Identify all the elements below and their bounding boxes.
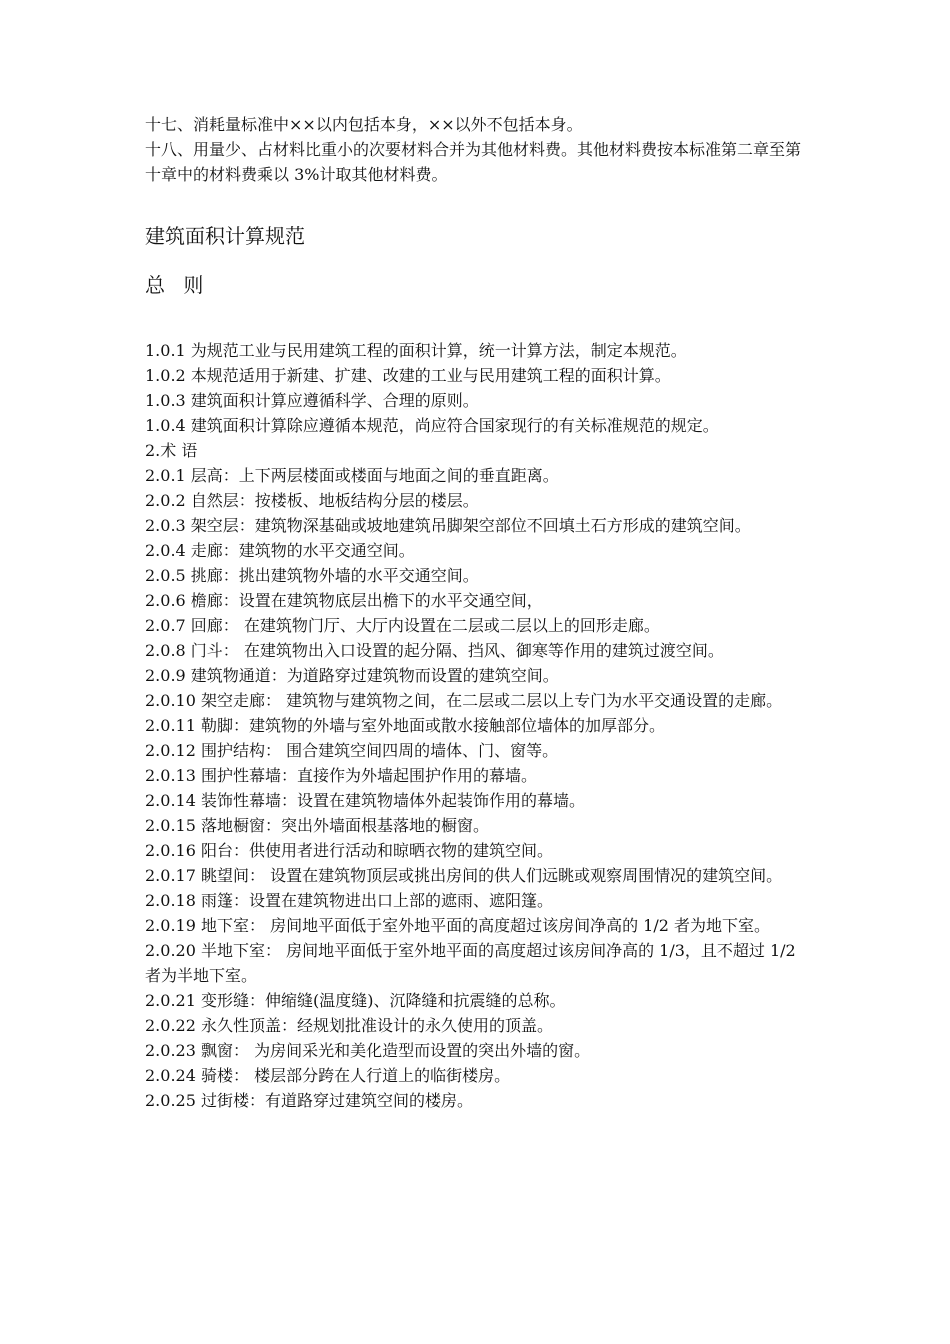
clause-1-0-1: 1.0.1 为规范工业与民用建筑工程的面积计算，统一计算方法，制定本规范。 — [145, 341, 687, 360]
clause-2-0-8: 2.0.8 门斗： 在建筑物出入口设置的起分隔、挡风、御寒等作用的建筑过渡空间。 — [145, 641, 724, 660]
clause-1-0-2: 1.0.2 本规范适用于新建、扩建、改建的工业与民用建筑工程的面积计算。 — [145, 366, 671, 385]
clause-2-0-12: 2.0.12 围护结构： 围合建筑空间四周的墙体、门、窗等。 — [145, 741, 559, 760]
clause-2-0-19: 2.0.19 地下室： 房间地平面低于室外地平面的高度超过该房间净高的 1/2 者为地下室。 — [145, 916, 770, 935]
clause-2-0-4: 2.0.4 走廊：建筑物的水平交通空间。 — [145, 541, 415, 560]
clause-1-0-3: 1.0.3 建筑面积计算应遵循科学、合理的原则。 — [145, 391, 479, 410]
clause-2-0-6: 2.0.6 檐廊：设置在建筑物底层出檐下的水平交通空间， — [145, 591, 543, 610]
clause-2-0-20: 2.0.20 半地下室： 房间地平面低于室外地平面的高度超过该房间净高的 1/3，且不超过 1/2 者为半地下室。 — [145, 941, 796, 985]
clause-2-0-22: 2.0.22 永久性顶盖：经规划批准设计的永久使用的顶盖。 — [145, 1016, 553, 1035]
clause-2-0-16: 2.0.16 阳台：供使用者进行活动和晾晒衣物的建筑空间。 — [145, 841, 553, 860]
clause-2-0-17: 2.0.17 眺望间： 设置在建筑物顶层或挑出房间的供人们远眺或观察周围情况的建筑空间。 — [145, 866, 783, 885]
clause-2-0-7: 2.0.7 回廊： 在建筑物门厅、大厅内设置在二层或二层以上的回形走廊。 — [145, 616, 660, 635]
clause-2-0-18: 2.0.18 雨篷：设置在建筑物进出口上部的遮雨、遮阳篷。 — [145, 891, 553, 910]
clause-2-0-23: 2.0.23 飘窗： 为房间采光和美化造型而设置的突出外墙的窗。 — [145, 1041, 591, 1060]
intro-paragraph-17: 十七、消耗量标准中××以内包括本身，××以外不包括本身。 — [145, 115, 583, 134]
section-heading-general: 总 则 — [145, 273, 210, 297]
clause-2-0-21: 2.0.21 变形缝：伸缩缝(温度缝)、沉降缝和抗震缝的总称。 — [145, 991, 566, 1010]
clause-2-0-24: 2.0.24 骑楼： 楼层部分跨在人行道上的临街楼房。 — [145, 1066, 511, 1085]
clause-2-0-1: 2.0.1 层高：上下两层楼面或楼面与地面之间的垂直距离。 — [145, 466, 559, 485]
clause-2-0-11: 2.0.11 勒脚：建筑物的外墙与室外地面或散水接触部位墙体的加厚部分。 — [145, 716, 665, 735]
clause-2-0-25: 2.0.25 过街楼：有道路穿过建筑空间的楼房。 — [145, 1091, 473, 1110]
clause-2-0-13: 2.0.13 围护性幕墙：直接作为外墙起围护作用的幕墙。 — [145, 766, 537, 785]
clause-2-0-14: 2.0.14 装饰性幕墙：设置在建筑物墙体外起装饰作用的幕墙。 — [145, 791, 585, 810]
clause-2-0-3: 2.0.3 架空层：建筑物深基础或坡地建筑吊脚架空部位不回填土石方形成的建筑空间。 — [145, 516, 751, 535]
section-heading-terms: 2.术 语 — [145, 441, 198, 460]
clause-2-0-5: 2.0.5 挑廊：挑出建筑物外墙的水平交通空间。 — [145, 566, 479, 585]
clause-1-0-4: 1.0.4 建筑面积计算除应遵循本规范，尚应符合国家现行的有关标准规范的规定。 — [145, 416, 719, 435]
intro-section — [145, 112, 815, 187]
document-page — [145, 112, 815, 1113]
clause-2-0-2: 2.0.2 自然层：按楼板、地板结构分层的楼层。 — [145, 491, 479, 510]
intro-paragraph-18: 十八、用量少、占材料比重小的次要材料合并为其他材料费。其他材料费按本标准第二章至第十章中的材料费乘以 3%计取其他材料费。 — [145, 140, 802, 184]
clause-list — [145, 338, 815, 1113]
clause-2-0-9: 2.0.9 建筑物通道：为道路穿过建筑物而设置的建筑空间。 — [145, 666, 559, 685]
clause-2-0-15: 2.0.15 落地橱窗：突出外墙面根基落地的橱窗。 — [145, 816, 489, 835]
clause-2-0-10: 2.0.10 架空走廊： 建筑物与建筑物之间，在二层或二层以上专门为水平交通设置的走廊。 — [145, 691, 783, 710]
document-title: 建筑面积计算规范 — [145, 224, 305, 248]
